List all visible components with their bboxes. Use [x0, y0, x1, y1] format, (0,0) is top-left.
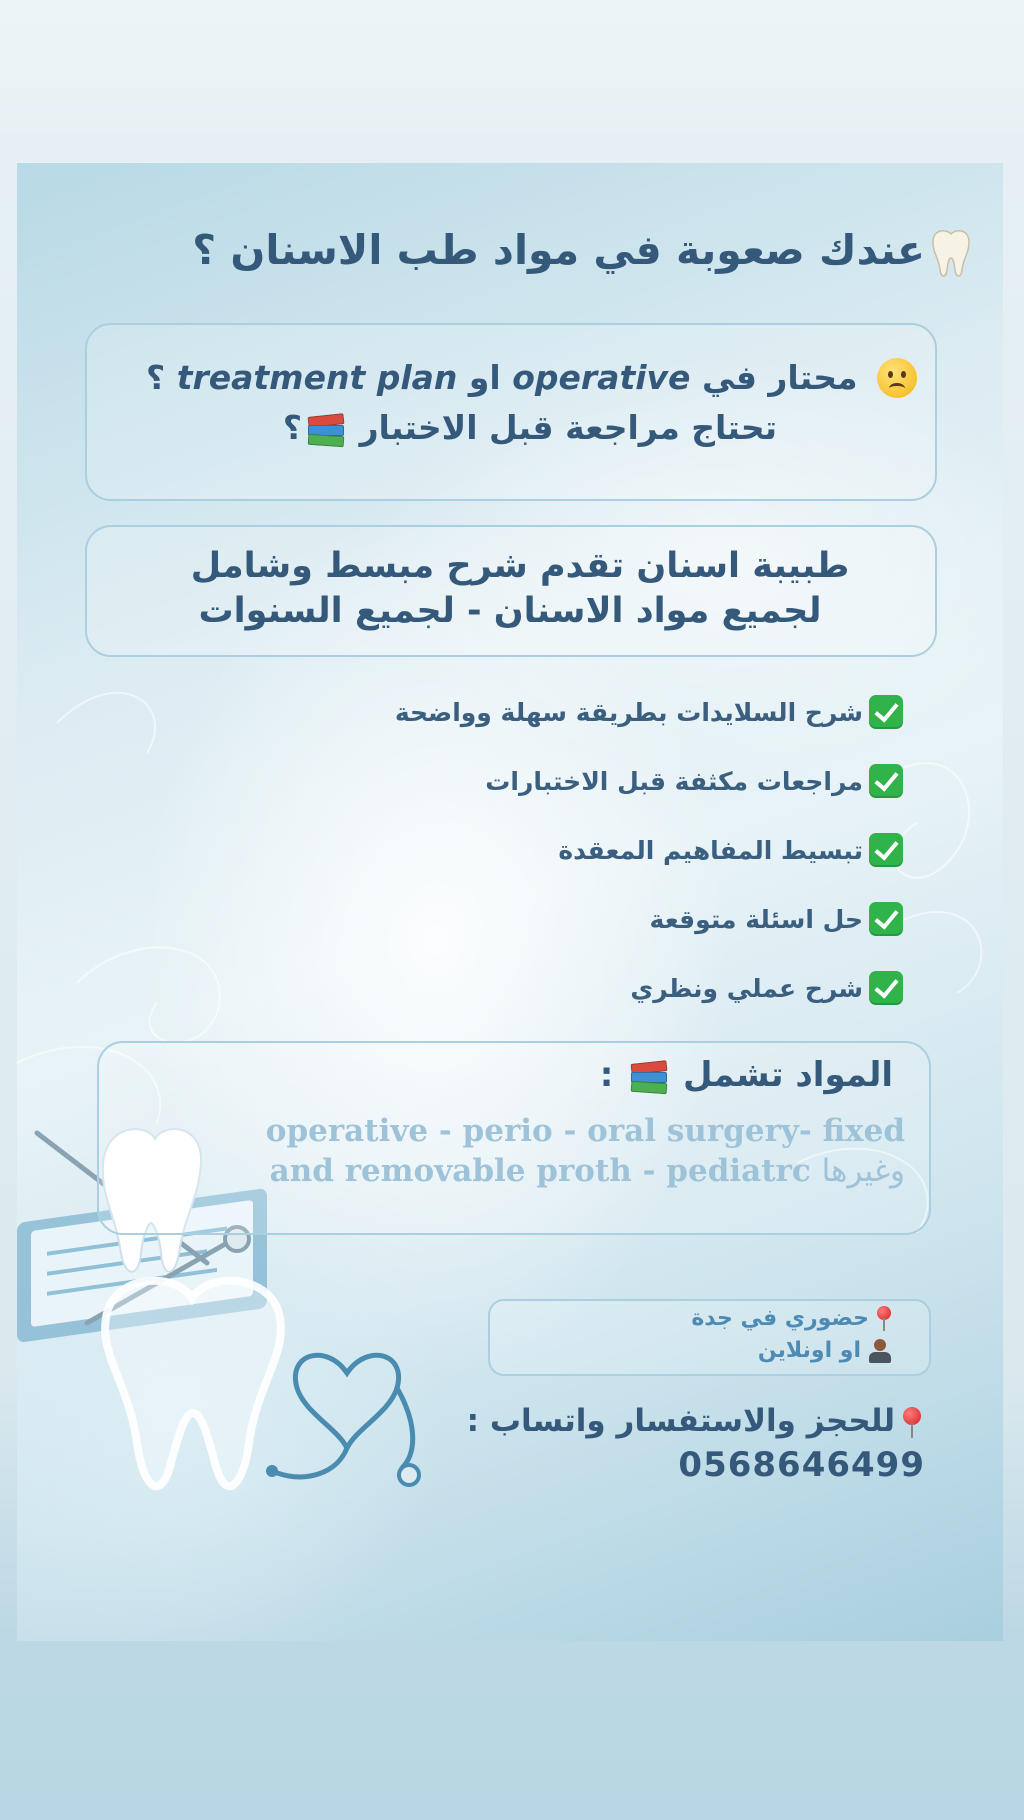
- feature-item: [650, 900, 903, 940]
- feature-item: [395, 693, 903, 733]
- check-mark-button-icon: [869, 833, 903, 867]
- intro-line-2: [17, 405, 1003, 451]
- check-mark-button-icon: [869, 695, 903, 729]
- page-title: [117, 215, 973, 285]
- subjects-line-2-ar: وغيرها: [821, 1153, 905, 1189]
- stethoscope-icon: [277, 1355, 413, 1477]
- tooth-icon: [929, 228, 973, 278]
- contact-label-text: للحجز والاستفسار واتساب :: [466, 1403, 895, 1439]
- intro-line-2-question: ؟: [282, 408, 303, 447]
- technologist-icon: [867, 1338, 893, 1364]
- round-pushpin-icon: [901, 1407, 923, 1439]
- feature-item: [558, 831, 903, 871]
- intro-question-mark: ؟: [146, 358, 166, 397]
- tooth-outline-icon: [105, 1281, 281, 1486]
- feature-text: شرح السلايدات بطريقة سهلة وواضحة: [394, 698, 863, 727]
- check-mark-button-icon: [869, 764, 903, 798]
- subjects-title: [600, 1051, 893, 1099]
- feature-text: شرح عملي ونظري: [630, 974, 863, 1003]
- subjects-line-1: operative - perio - oral surgery- fixed: [265, 1113, 905, 1149]
- books-icon: [629, 1060, 667, 1094]
- location-line-2-text: او اونلاين: [757, 1338, 861, 1363]
- location-line-1: [691, 1303, 893, 1335]
- intro-line-1: [77, 355, 917, 401]
- whatsapp-phone-number[interactable]: 0568646499: [678, 1445, 925, 1485]
- feature-text: حل اسئلة متوقعة: [649, 905, 863, 934]
- intro-term-operative: operative: [512, 358, 691, 397]
- intro-term-treatment-plan: treatment plan: [176, 358, 458, 397]
- feature-text: مراجعات مكثفة قبل الاختبارات: [485, 767, 863, 796]
- intro-line-2-text: تحتاج مراجعة قبل الاختبار: [359, 408, 778, 447]
- subjects-line-2: [270, 1151, 905, 1191]
- contact-label: [467, 1399, 923, 1443]
- round-pushpin-icon: [875, 1306, 893, 1332]
- subjects-title-colon: :: [599, 1055, 614, 1095]
- books-icon: [306, 413, 344, 447]
- intro-prefix: محتار في: [701, 358, 858, 397]
- check-mark-button-icon: [869, 902, 903, 936]
- title-text: عندك صعوبة في مواد طب الاسنان ؟: [192, 226, 925, 274]
- intro-connector: او: [468, 358, 501, 397]
- poster: [17, 163, 1003, 1641]
- feature-item: [630, 969, 903, 1009]
- feature-text: تبسيط المفاهيم المعقدة: [558, 836, 863, 865]
- worried-face-icon: [877, 358, 917, 398]
- subjects-line-2-en: and removable proth - pediatrc: [269, 1153, 811, 1189]
- location-line-1-text: حضوري في جدة: [691, 1306, 869, 1331]
- check-mark-button-icon: [869, 971, 903, 1005]
- location-line-2: [758, 1335, 893, 1367]
- subjects-title-text: المواد تشمل: [683, 1055, 893, 1095]
- feature-item: [485, 762, 903, 802]
- offer-line-1: طبيبة اسنان تقدم شرح مبسط وشامل: [190, 546, 850, 586]
- offer-line-2: لجميع مواد الاسنان - لجميع السنوات: [198, 591, 822, 631]
